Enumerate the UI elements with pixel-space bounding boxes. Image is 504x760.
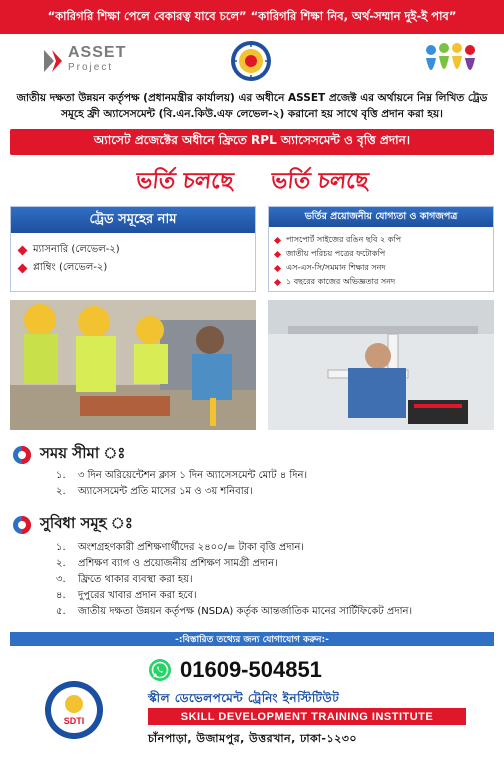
trades-panel — [10, 206, 256, 292]
list-item: ৫. জাতীয় দক্ষতা উন্নয়ন কর্তৃপক্ষ (NSDA) কর্তৃক আন্তর্জাতিক মানের সার্টিফিকেট প্রদান। — [56, 606, 413, 617]
benefits-heading — [12, 512, 133, 537]
bullet-diamond-icon — [274, 236, 281, 243]
list-item: ২. প্রশিক্ষণ ব্যাগ ও প্রয়োজনীয় প্রশিক্ষণ সামগ্রী প্রদান। — [56, 558, 278, 569]
asset-logo-subtitle: Project — [68, 62, 114, 73]
masonry-workers-image — [10, 300, 256, 430]
sdti-logo-label: SDTI — [63, 716, 85, 726]
nsda-seal-icon — [230, 40, 272, 82]
trades-list — [11, 233, 255, 277]
list-item: ৪. দুপুরের খাবার প্রদান করা হবে। — [56, 590, 197, 601]
bullet-circle-icon — [12, 445, 32, 465]
benefits-title: সুবিধা সমূহ ঃ — [40, 514, 133, 532]
contact-strip: -:বিস্তারিত তথ্যের জন্য যোগাযোগ করুন:- — [10, 632, 494, 646]
asset-logo — [40, 44, 140, 80]
duration-list — [56, 468, 307, 500]
bullet-diamond-icon — [18, 263, 28, 273]
requirements-list — [269, 227, 493, 289]
sdti-logo-icon — [44, 680, 104, 740]
slogan-banner: “কারিগরি শিক্ষা পেলে বেকারত্ব যাবে চলে” “কারিগরি শিক্ষা নিব, অর্থ-সম্মান দুই-ই পাব” — [0, 0, 504, 34]
list-item: ১. ৩ দিন অরিয়েন্টেশন ক্লাস ১ দিন অ্যাসেসমেন্ট মোট ৪ দিন। — [56, 470, 308, 481]
admission-text-1: ভর্তি চলছে — [134, 168, 235, 194]
logo-row — [0, 38, 504, 88]
trades-title: ট্রেড সমূহের নাম — [11, 207, 255, 233]
bullet-diamond-icon — [274, 278, 281, 285]
list-item: প্লাম্বিং (লেভেল-২) — [19, 259, 247, 277]
list-item: জাতীয় পরিচয় পত্রের ফটোকপি — [275, 247, 487, 261]
requirements-title: ভর্তির প্রয়োজনীয় যোগ্যতা ও কাগজপত্র — [269, 207, 493, 227]
list-item: ২. অ্যাসেসমেন্ট প্রতি মাসের ১ম ও ৩য় শনিবার। — [56, 486, 253, 497]
plumbing-worker-image — [268, 300, 494, 430]
plumbing-worker-photo — [268, 300, 494, 430]
list-item: ১ বছরের কাজের অভিজ্ঞতার সনদ — [275, 275, 487, 289]
requirements-panel — [268, 206, 494, 292]
institute-name-bn: স্কীল ডেভেলপমেন্ট ট্রেনিং ইনস্টিটিউট — [148, 691, 340, 705]
bullet-circle-icon — [12, 515, 32, 535]
benefits-list — [56, 540, 412, 620]
admission-headline — [0, 164, 504, 200]
institute-address: চাঁনপাড়া, উজামপুর, উত্তরখান, ঢাকা-১২৩০ — [148, 732, 358, 745]
phone-row[interactable] — [148, 656, 322, 684]
bullet-diamond-icon — [18, 245, 28, 255]
list-item: ম্যাসনারি (লেভেল-২) — [19, 241, 247, 259]
list-item: ৩. ফ্রিতে থাকার ব্যবস্থা করা হয়। — [56, 574, 193, 585]
intro-text: জাতীয় দক্ষতা উন্নয়ন কর্তৃপক্ষ (প্রধানমন্ত্রীর কার্যালয়) এর অধীনে ASSET প্রজেক্ট এর অর্থায়নে নিম্ন লিখিত ট্রেড সমূহে ফ্রী অ্যাসেসমেন্ট (বি.এন.কিউ.এফ লেভেল-২) করানো হয় সাথে বৃত্তি প্রদান করা হয়। — [16, 92, 488, 120]
institute-name-en: SKILL DEVELOPMENT TRAINING INSTITUTE — [148, 708, 466, 725]
duration-title: সময় সীমা ঃ — [40, 444, 126, 462]
asset-logo-name: ASSET — [68, 44, 127, 61]
list-item: এস-এস-সি/সমমান শিক্ষার সনদ — [275, 261, 487, 275]
admission-text-2: ভর্তি চলছে — [269, 168, 370, 194]
list-item: ১. অংশগ্রহণকারী প্রশিক্ষণার্থীদের ২৪০০/= টাকা বৃত্তি প্রদান। — [56, 542, 304, 553]
phone-number[interactable]: 01609-504851 — [180, 657, 322, 682]
duration-heading — [12, 442, 125, 467]
bullet-diamond-icon — [274, 250, 281, 257]
whatsapp-icon — [148, 658, 172, 682]
rpl-banner: অ্যাসেট প্রজেক্টের অধীনে ফ্রিতে RPL অ্যাসেসমেন্ট ও বৃত্তি প্রদান। — [10, 129, 494, 155]
asset-emblem-icon — [40, 46, 64, 76]
masonry-workers-photo — [10, 300, 256, 430]
bullet-diamond-icon — [274, 264, 281, 271]
list-item: পাসপোর্ট সাইজের রঙিন ছবি ২ কপি — [275, 233, 487, 247]
people-emblem-icon — [422, 42, 480, 82]
